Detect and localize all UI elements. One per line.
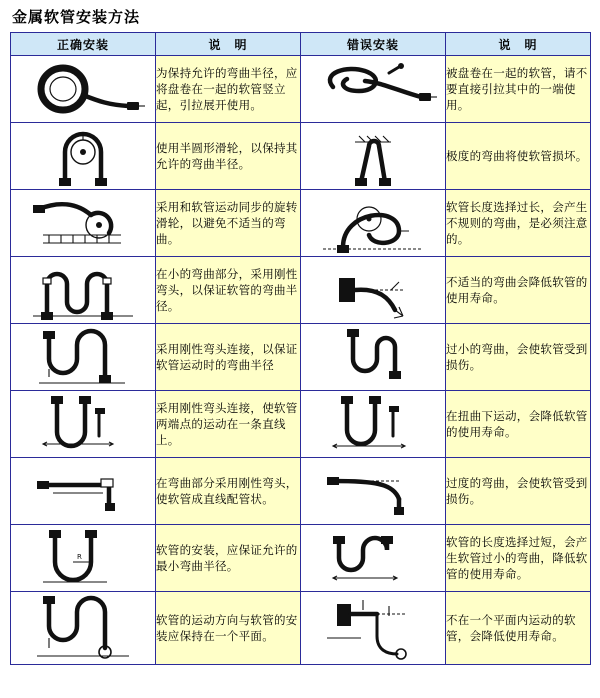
figure-cell-wrong (301, 324, 446, 391)
note-cell-wrong: 极度的弯曲将使软管损坏。 (446, 123, 591, 190)
same-plane-movement-icon (13, 592, 153, 664)
figure-cell-correct (11, 458, 156, 525)
too-small-bend-icon (303, 325, 443, 389)
figure-cell-correct (11, 324, 156, 391)
note-cell-correct: 为保持允许的弯曲半径，应将盘卷在一起的软管竖立起，引拉展开使用。 (156, 56, 301, 123)
table-row (11, 324, 591, 391)
note-cell-correct: 在小的弯曲部分，采用刚性弯头，以保证软管的弯曲半径。 (156, 257, 301, 324)
note-cell-correct: 软管的安装，应保证允许的最小弯曲半径。 (156, 525, 301, 592)
coiled-hose-vertical-icon (13, 57, 153, 121)
table-row (11, 257, 591, 324)
figure-cell-correct (11, 190, 156, 257)
figure-cell-correct (11, 56, 156, 123)
svg-text:R: R (77, 553, 82, 561)
page-title: 金属软管安装方法 (12, 8, 141, 26)
figure-cell-wrong (301, 123, 446, 190)
out-of-plane-movement-icon (303, 592, 443, 664)
improper-bend-icon (303, 258, 443, 322)
note-cell-correct: 采用刚性弯头连接，以保证软管运动时的弯曲半径 (156, 324, 301, 391)
synchronized-rotating-pulley-icon (13, 191, 153, 255)
table-row (11, 56, 591, 123)
note-cell-wrong: 过小的弯曲，会使软管受到损伤。 (446, 324, 591, 391)
u-shape-rigid-elbow-icon (13, 392, 153, 456)
note-cell-correct: 软管的运动方向与软管的安装应保持在一个平面。 (156, 592, 301, 665)
table-row (11, 190, 591, 257)
figure-cell-correct (11, 391, 156, 458)
note-cell-wrong: 在扭曲下运动，会降低软管的使用寿命。 (446, 391, 591, 458)
note-cell-wrong: 不适当的弯曲会降低软管的使用寿命。 (446, 257, 591, 324)
torsion-bend-icon (303, 392, 443, 456)
note-cell-correct: 采用刚性弯头连接，使软管两端点的运动在一条直线上。 (156, 391, 301, 458)
column-header-correct-install: 正确安装 (11, 33, 156, 56)
column-header-wrong-note: 说 明 (446, 33, 591, 56)
semicircle-pulley-icon (13, 124, 153, 188)
note-cell-wrong: 软管长度选择过长，会产生不规则的弯曲，是必须注意的。 (446, 190, 591, 257)
figure-cell-correct (11, 525, 156, 592)
table-row (11, 525, 591, 592)
sharp-bend-pulley-icon (303, 124, 443, 188)
coiled-hose-pulled-straight-icon (303, 57, 443, 121)
note-cell-correct: 采用和软管运动同步的旋转滑轮，以避免不适当的弯曲。 (156, 190, 301, 257)
rigid-elbow-small-bend-icon (13, 258, 153, 322)
note-cell-wrong: 软管的长度选择过短，会产生软管过小的弯曲，降低软管的使用寿命。 (446, 525, 591, 592)
note-cell-wrong: 被盘卷在一起的软管，请不要直接引拉其中的一端使用。 (446, 56, 591, 123)
figure-cell-wrong (301, 257, 446, 324)
figure-cell-correct (11, 257, 156, 324)
table-row (11, 391, 591, 458)
table-header-row (11, 33, 591, 56)
figure-cell-correct (11, 123, 156, 190)
rigid-elbow-connection-icon (13, 325, 153, 389)
column-header-wrong-install: 错误安装 (301, 33, 446, 56)
figure-cell-wrong (301, 525, 446, 592)
table-row (11, 592, 591, 665)
too-long-hose-irregular-bend-icon (303, 191, 443, 255)
figure-cell-wrong (301, 190, 446, 257)
excessive-bend-icon (303, 459, 443, 523)
table-row (11, 123, 591, 190)
figure-cell-wrong (301, 458, 446, 525)
column-header-correct-note: 说 明 (156, 33, 301, 56)
too-long-hose-small-bend-icon (303, 526, 443, 590)
minimum-bend-radius-icon (13, 526, 153, 590)
note-cell-wrong: 过度的弯曲，会使软管受到损伤。 (446, 458, 591, 525)
figure-cell-wrong (301, 56, 446, 123)
straight-piping-elbow-icon (13, 459, 153, 523)
figure-cell-wrong (301, 592, 446, 665)
figure-cell-wrong (301, 391, 446, 458)
figure-cell-correct (11, 592, 156, 665)
note-cell-wrong: 不在一个平面内运动的软管，会降低使用寿命。 (446, 592, 591, 665)
hose-installation-table (10, 32, 591, 665)
table-row (11, 458, 591, 525)
note-cell-correct: 在弯曲部分采用刚性弯头，使软管成直线配管状。 (156, 458, 301, 525)
note-cell-correct: 使用半圆形滑轮，以保持其允许的弯曲半径。 (156, 123, 301, 190)
